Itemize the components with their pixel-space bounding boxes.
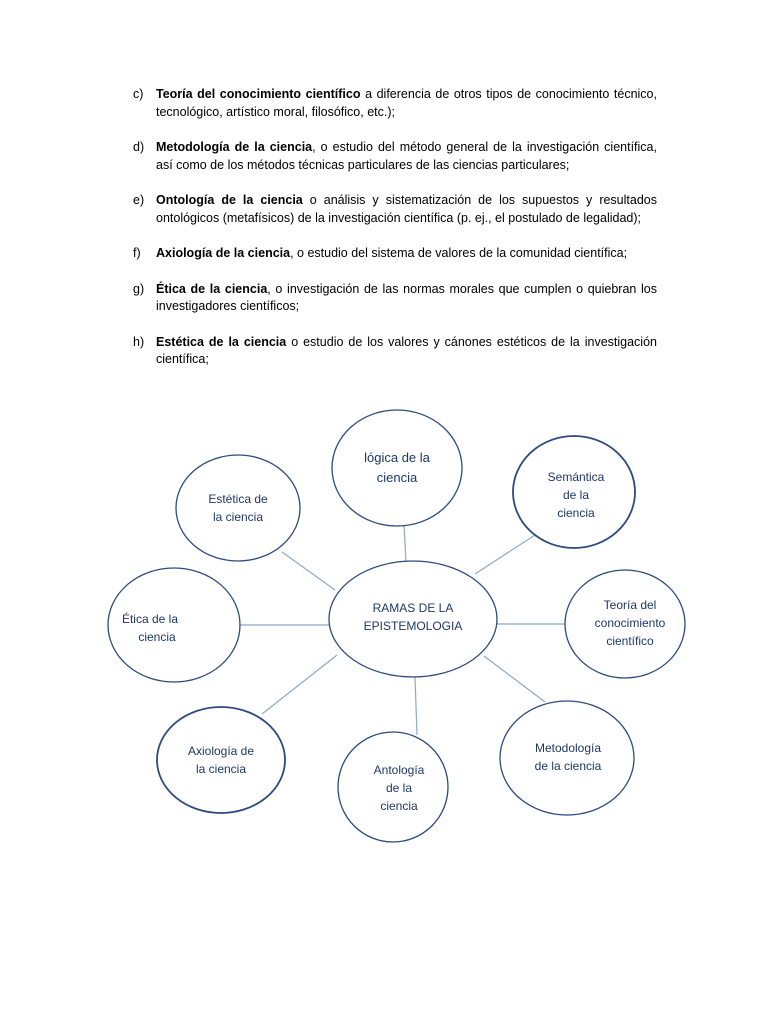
item-description: , o estudio del método general de la investigación científica, así como de los métodos técnicas particulares de las ciencias particulares; bbox=[156, 140, 657, 172]
node-logica bbox=[332, 410, 462, 526]
item-description: a diferencia de otros tipos de conocimiento técnico, tecnológico, artístico moral, filosófico, etc.); bbox=[156, 87, 657, 119]
item-description: , o investigación de las normas morales que cumplen o quiebran los investigadores científicos; bbox=[156, 281, 657, 313]
list-item bbox=[133, 334, 657, 369]
node-estetica bbox=[176, 455, 300, 561]
label-line: la ciencia bbox=[212, 510, 264, 524]
connector-line bbox=[484, 656, 545, 702]
item-term: Teoría del conocimiento científico bbox=[156, 87, 361, 101]
item-letter: f) bbox=[133, 246, 141, 260]
item-description: , o estudio del sistema de valores de la comunidad científica; bbox=[290, 246, 628, 260]
label-line: de la ciencia bbox=[534, 759, 602, 773]
label-line: ciencia bbox=[138, 630, 176, 644]
item-term: Ontología de la ciencia bbox=[156, 193, 303, 207]
label-line: Ética de la bbox=[121, 612, 179, 626]
item-term: Metodología de la ciencia bbox=[156, 140, 313, 154]
connector-line bbox=[282, 552, 335, 590]
item-description: o estudio de los valores y cánones estéticos de la investigación científica; bbox=[156, 334, 657, 366]
connector-line bbox=[415, 677, 417, 735]
label-line: RAMAS DE LA bbox=[372, 601, 454, 615]
branches-list bbox=[133, 86, 657, 387]
node-axiologia bbox=[157, 707, 285, 813]
connector-line bbox=[475, 535, 535, 574]
label-line: EPISTEMOLOGIA bbox=[363, 619, 463, 633]
label-line: de la bbox=[385, 781, 413, 795]
connector-line bbox=[262, 655, 337, 714]
label-line: Estética de bbox=[208, 492, 268, 506]
item-description: o análisis y sistematización de los supuestos y resultados ontológicos (metafísicos) de la investigación científica (p. ej., el postulado de legalidad); bbox=[156, 193, 657, 225]
item-term: Ética de la ciencia bbox=[156, 281, 268, 296]
label-line: Metodología bbox=[534, 741, 602, 755]
label-line: lógica de la bbox=[364, 450, 430, 465]
item-letter: c) bbox=[133, 87, 144, 101]
item-term: Axiología de la ciencia bbox=[156, 246, 291, 260]
list-item bbox=[133, 245, 657, 263]
label-line: científico bbox=[606, 634, 654, 648]
label-line: ciencia bbox=[557, 506, 595, 520]
epistemology-mind-map bbox=[0, 400, 768, 860]
list-item bbox=[133, 139, 657, 174]
label-line: de la bbox=[562, 488, 590, 502]
item-term: Estética de la ciencia bbox=[156, 334, 287, 349]
label-line: Semántica bbox=[547, 470, 605, 484]
list-item bbox=[133, 192, 657, 227]
item-letter: e) bbox=[133, 193, 145, 207]
item-letter: g) bbox=[133, 281, 145, 296]
item-letter: d) bbox=[133, 140, 145, 154]
item-letter: h) bbox=[133, 334, 145, 349]
connector-line bbox=[404, 525, 406, 562]
node-metodologia bbox=[500, 701, 634, 815]
label-line: ciencia bbox=[380, 799, 418, 813]
label-line: conocimiento bbox=[594, 616, 666, 630]
label-line: la ciencia bbox=[195, 762, 247, 776]
label-line: Axiología de bbox=[187, 744, 255, 758]
label-line: Teoría del bbox=[603, 598, 657, 612]
list-item bbox=[133, 281, 657, 316]
label-line: Antología bbox=[373, 763, 425, 777]
list-item bbox=[133, 86, 657, 121]
label-line: ciencia bbox=[376, 470, 418, 485]
